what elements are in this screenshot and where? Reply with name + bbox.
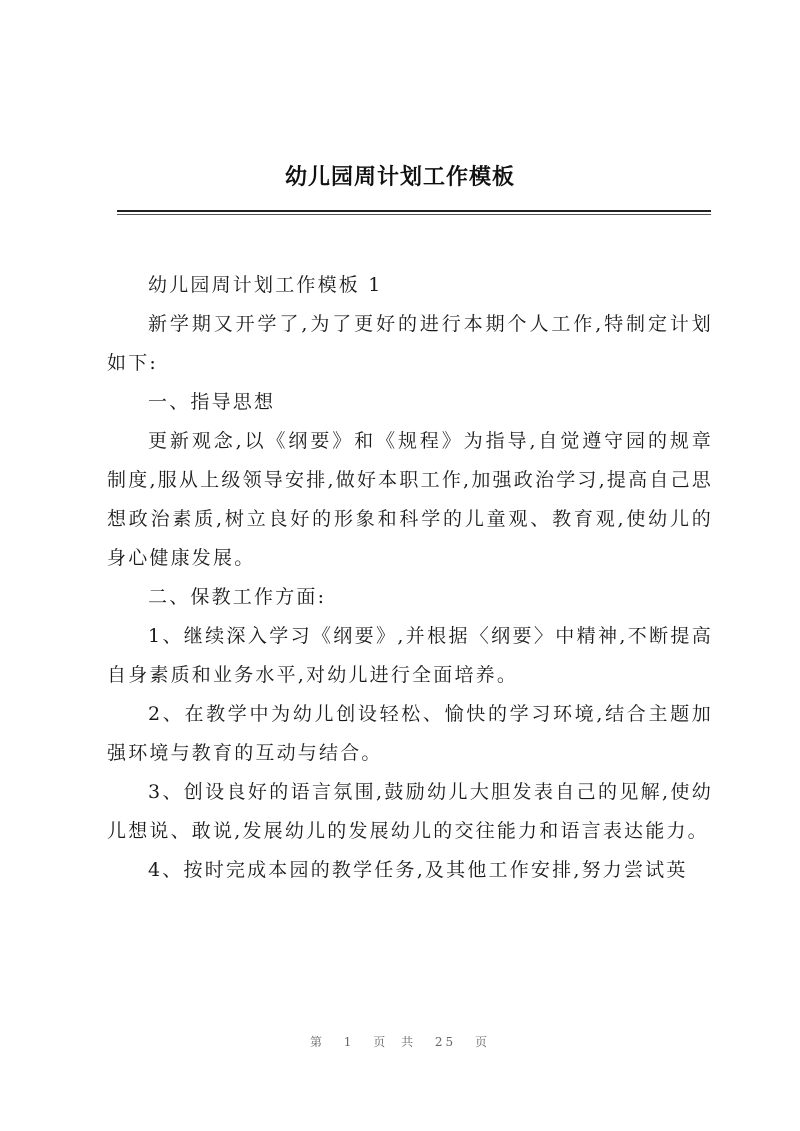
paragraph-heading: 幼儿园周计划工作模板 1	[148, 274, 383, 296]
footer-label-of: 页 共	[373, 1035, 417, 1049]
document-body	[107, 266, 713, 890]
document-title: 幼儿园周计划工作模板	[284, 165, 515, 190]
list-item-4: 4、按时完成本园的教学任务,及其他工作安排,努力尝试英	[148, 859, 688, 881]
footer-label-pages: 页	[475, 1035, 491, 1049]
page-footer	[0, 1033, 800, 1050]
paragraph-intro: 新学期又开学了,为了更好的进行本期个人工作,特制定计划如下:	[107, 313, 713, 374]
title-divider	[117, 210, 711, 212]
list-item-1: 1、继续深入学习《纲要》,并根据〈纲要〉中精神,不断提高自身素质和业务水平,对幼儿进行全面培养。	[107, 625, 713, 686]
section-heading-guiding-thought: 一、指导思想	[148, 391, 276, 413]
footer-current-page: 1	[343, 1035, 355, 1049]
footer-total-pages: 25	[434, 1035, 457, 1049]
list-item-2: 2、在教学中为幼儿创设轻松、愉快的学习环境,结合主题加强环境与教育的互动与结合。	[107, 703, 713, 764]
paragraph-guiding-thought: 更新观念,以《纲要》和《规程》为指导,自觉遵守园的规章制度,服从上级领导安排,做好本职工作,加强政治学习,提高自己思想政治素质,树立良好的形象和科学的儿童观、教育观,使幼儿的身心健康发展。	[107, 430, 713, 569]
list-item-3: 3、创设良好的语言氛围,鼓励幼儿大胆发表自己的见解,使幼儿想说、敢说,发展幼儿的发展幼儿的交往能力和语言表达能力。	[107, 781, 713, 842]
footer-label-page: 第	[309, 1035, 325, 1049]
section-heading-care-education: 二、保教工作方面:	[148, 586, 327, 608]
